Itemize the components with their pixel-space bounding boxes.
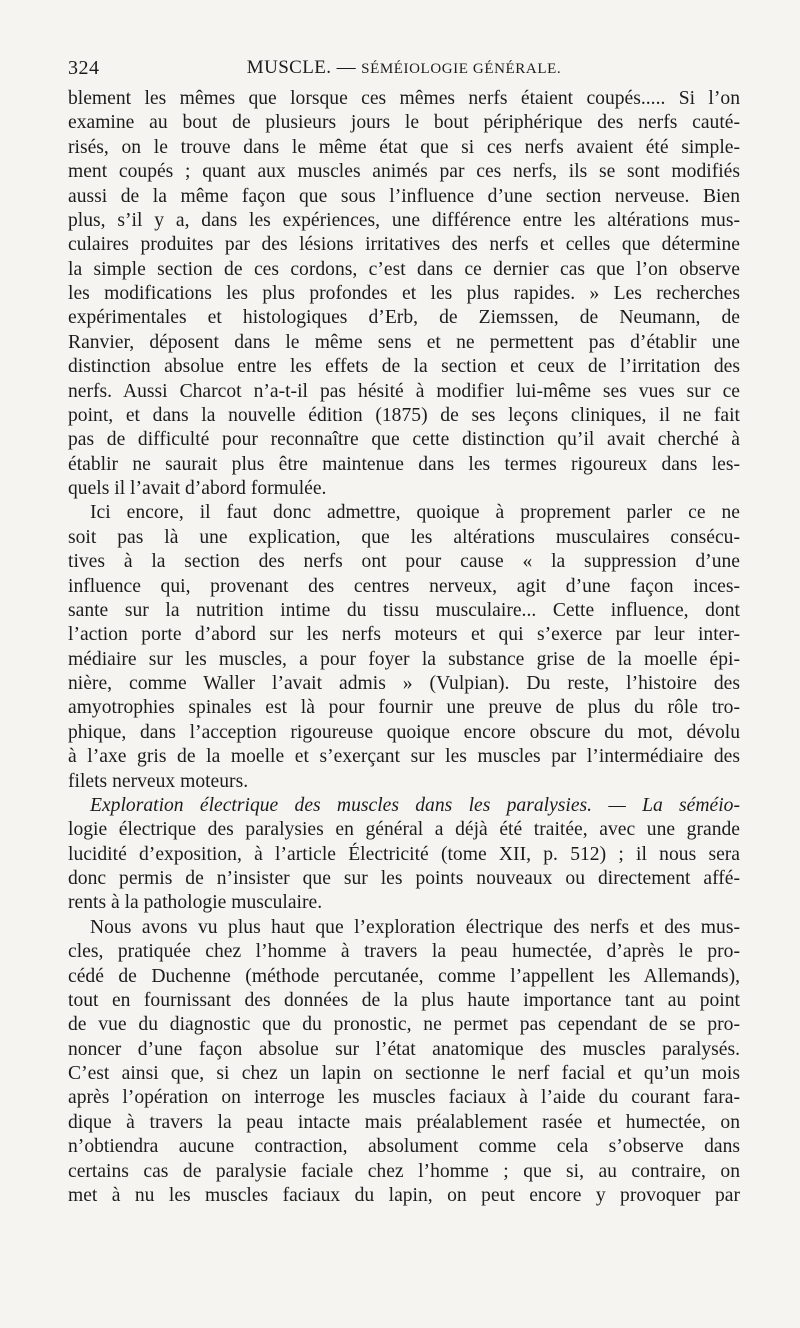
text-line: n’obtiendra aucune contraction, absolument comme cela s’observe dans xyxy=(68,1136,740,1158)
running-head xyxy=(68,57,740,79)
text-line: nière, comme Waller l’avait admis » (Vulpian). Du reste, l’histoire des xyxy=(68,673,740,694)
page-number: 324 xyxy=(68,57,100,79)
text-line: C’est ainsi que, si chez un lapin on sectionne le nerf facial et qu’un mois xyxy=(68,1063,740,1084)
text-line: lucidité d’exposition, à l’article Électricité (tome XII, p. 512) ; il nous sera xyxy=(68,843,740,865)
text-line: tout en fournissant des données de la plus haute importance tant au point xyxy=(68,989,740,1011)
text-line: amyotrophies spinales est là pour fournir une preuve de plus du rôle tro- xyxy=(68,697,740,719)
running-head-title: MUSCLE. xyxy=(246,57,332,78)
text-line: l’action porte d’abord sur les nerfs moteurs et qui s’exerce par leur inter- xyxy=(68,624,740,646)
text-line: la simple section de ces cordons, c’est dans ce dernier cas que l’on observe xyxy=(68,258,740,280)
text-line: établir ne saurait plus être maintenue dans les termes rigoureux dans les- xyxy=(68,453,740,475)
text-line: de vue du diagnostic que du pronostic, ne permet pas cependant de se pro- xyxy=(68,1014,740,1036)
text-line: Ici encore, il faut donc admettre, quoique à proprement parler ce ne xyxy=(90,502,740,524)
text-line: point, et dans la nouvelle édition (1875) de ses leçons cliniques, il ne fait xyxy=(68,404,740,426)
text-line: certains cas de paralysie faciale chez l’homme ; que si, au contraire, on xyxy=(68,1160,740,1182)
text-line: aussi de la même façon que sous l’influence d’une section nerveuse. Bien xyxy=(68,185,740,207)
text-line: phique, dans l’acception rigoureuse quoique encore obscure du mot, dévolu xyxy=(68,721,740,743)
running-head-separator: — xyxy=(336,57,356,78)
text-line: soit pas là une explication, que les altérations musculaires consécu- xyxy=(68,526,740,548)
text-line: examine au bout de plusieurs jours le bout périphérique des nerfs cauté- xyxy=(68,112,740,134)
text-line: Nous avons vu plus haut que l’exploration électrique des nerfs et des mus- xyxy=(90,916,740,938)
text-line: noncer d’une façon absolue sur l’état anatomique des muscles paralysés. xyxy=(68,1038,740,1060)
text-line: influence qui, provenant des centres nerveux, agit d’une façon inces- xyxy=(68,575,740,597)
running-head-subtitle: SÉMÉIOLOGIE GÉNÉRALE. xyxy=(361,61,562,77)
text-line: distinction absolue entre les effets de la section et ceux de l’irritation des xyxy=(68,356,740,378)
text-line: après l’opération on interroge les muscles faciaux à l’aide du courant fara- xyxy=(68,1087,740,1109)
text-line: Ranvier, déposent dans le même sens et ne permettent pas d’établir une xyxy=(68,331,740,353)
text-line: sante sur la nutrition intime du tissu musculaire... Cette influence, dont xyxy=(68,599,740,621)
text-line: ment coupés ; quant aux muscles animés par ces nerfs, ils se sont modifiés xyxy=(68,161,740,183)
text-line: médiaire sur les muscles, a pour foyer la substance grise de la moelle épi- xyxy=(68,648,740,670)
text-line: quels il l’avait d’abord formulée. xyxy=(68,478,327,499)
body-text xyxy=(68,87,740,1208)
text-line: rents à la pathologie musculaire. xyxy=(68,892,323,914)
text-line: expérimentales et histologiques d’Erb, de Ziemssen, de Neumann, de xyxy=(68,307,740,329)
text-line: logie électrique des paralysies en général a déjà été traitée, avec une grande xyxy=(68,819,740,841)
text-line: plus, s’il y a, dans les expériences, une différence entre les altérations mus- xyxy=(68,209,740,231)
text-line: cédé de Duchenne (méthode percutanée, comme l’appellent les Allemands), xyxy=(68,965,740,987)
text-line: les modifications les plus profondes et les plus rapides. » Les recherches xyxy=(68,283,740,304)
text-line: culaires produites par des lésions irritatives des nerfs et celles que détermine xyxy=(68,234,740,256)
text-line: nerfs. Aussi Charcot n’a-t-il pas hésité à modifier lui-même ses vues sur ce xyxy=(68,380,740,402)
text-line: dique à travers la peau intacte mais préalablement rasée et humectée, on xyxy=(68,1111,740,1133)
text-line: à l’axe gris de la moelle et s’exerçant sur les muscles par l’intermédiaire des xyxy=(68,746,740,768)
text-line: met à nu les muscles faciaux du lapin, on peut encore y provoquer par xyxy=(68,1184,740,1206)
text-line: risés, on le trouve dans le même état que si ces nerfs avaient été simple- xyxy=(68,136,740,158)
text-line: donc permis de n’insister que sur les points nouveaux ou directement affé- xyxy=(68,868,740,889)
text-line: blement les mêmes que lorsque ces mêmes nerfs étaient coupés..... Si l’on xyxy=(68,88,740,109)
text-line: filets nerveux moteurs. xyxy=(68,770,249,792)
section-heading-line: Exploration électrique des muscles dans les paralysies. — La séméio- xyxy=(90,794,740,816)
text-line: cles, pratiquée chez l’homme à travers la peau humectée, d’après le pro- xyxy=(68,941,740,963)
text-line: tives à la section des nerfs ont pour cause « la suppression d’une xyxy=(68,551,740,573)
page-header xyxy=(68,57,740,81)
text-line: pas de difficulté pour reconnaître que cette distinction qu’il avait cherché à xyxy=(68,429,740,451)
